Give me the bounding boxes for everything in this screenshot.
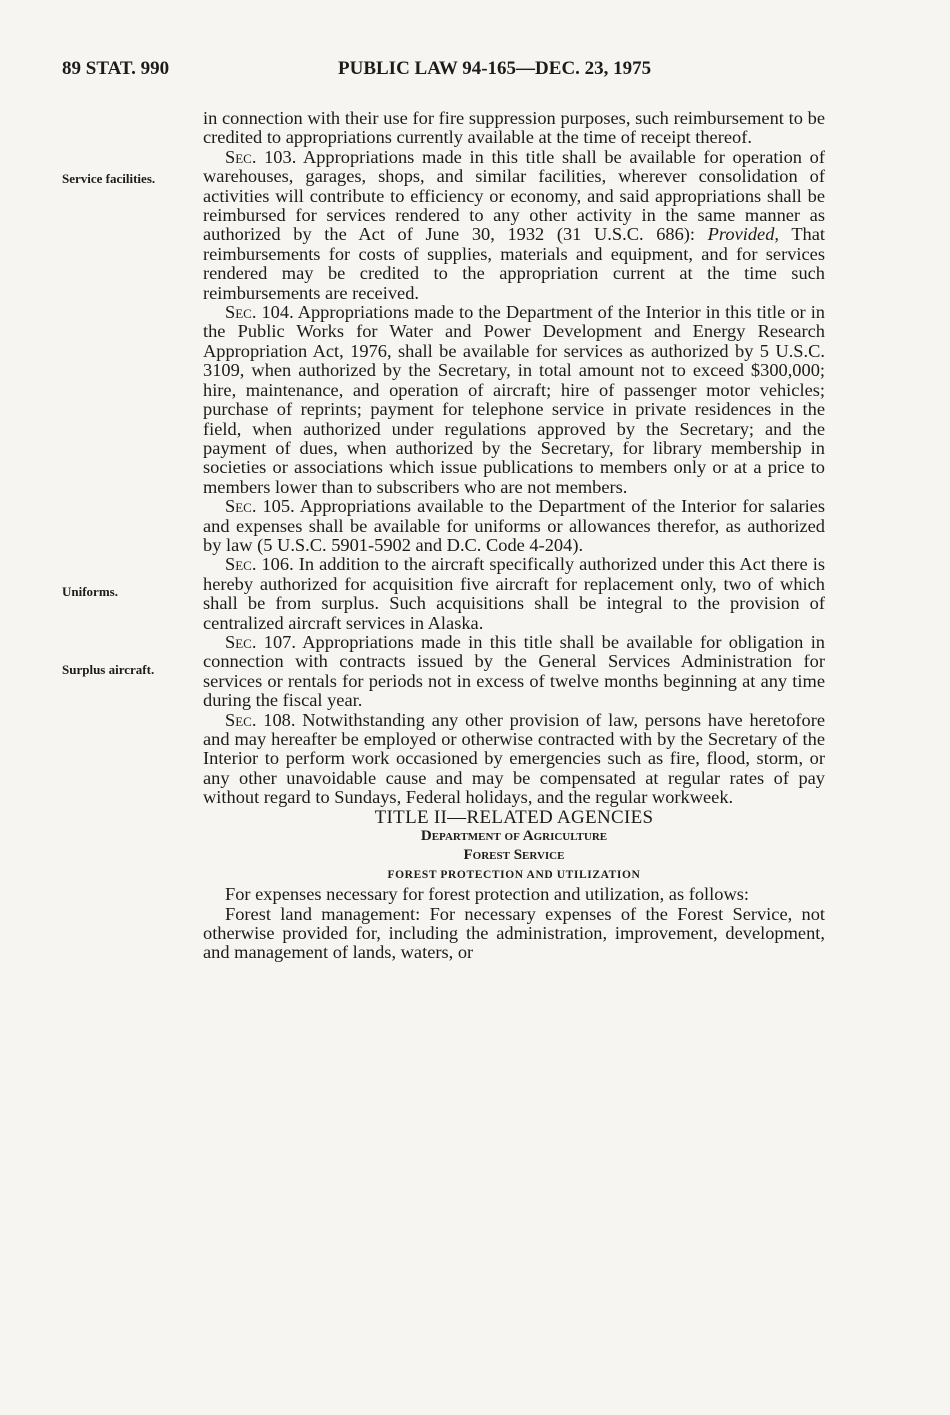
section-108	[203, 711, 825, 808]
paragraph-expenses: For expenses necessary for forest protection and utilization, as follows:	[225, 884, 749, 905]
margin-note-uniforms: Uniforms.	[62, 584, 118, 599]
section-text: That reimbursements for costs of supplies, materials and equipment, and for services rendered may be credited to the appropriation current at the time such reimbursements are received.	[203, 224, 826, 303]
section-text: Appropriations made in this title shall be available for obligation in connection with contracts issued by the General Services Administration for services or rentals for periods not in excess of twelve months beginning at any time during the fiscal year.	[203, 631, 826, 711]
section-text: Appropriations made to the Department of the Interior in this title or in the Public Works for Water and Power Development and Energy Research Appropriation Act, 1976, shall be available for services as authorized by 5 U.S.C. 3109, when authorized by the Secretary, in total amount not to exceed $300,000; hire, maintenance, and operation of aircraft; hire of passenger motor vehicles; purchase of reprints; payment for telephone service in private residences in the field, when authorized under regulations approved by the Secretary; and the payment of dues, when authorized by the Secretary, for library membership in societies or associations which issue publications to members only or at a price to members lower than to subscribers who are not members.	[203, 302, 825, 497]
section-105	[203, 497, 825, 555]
main-text	[203, 109, 825, 963]
title-heading: TITLE II—RELATED AGENCIES	[374, 806, 654, 828]
service-heading: Forest Service	[463, 847, 565, 864]
section-107	[203, 633, 825, 711]
section-label: Sec. 107.	[225, 631, 296, 652]
section-label: Sec. 103.	[225, 146, 297, 167]
paragraph-forest-land-management: Forest land management: For necessary expenses of the Forest Service, not otherwise provided for, including the administration, improvement, development, and management of lands, waters, or	[203, 903, 825, 963]
paragraph-continued: in connection with their use for fire suppression purposes, such reimbursement to be credited to appropriations currently available at the time of receipt thereof.	[203, 108, 825, 148]
subheading: FOREST PROTECTION AND UTILIZATION	[387, 868, 641, 881]
section-label: Sec. 104.	[225, 302, 294, 323]
section-label: Sec. 105.	[225, 496, 295, 517]
section-text: Appropriations made in this title shall be available for operation of warehouses, garages, shops, and similar facilities, wherever consolidation of activities will contribute to efficiency or economy, and said appropriations shall be reimbursed for services rendered to any other activity in the same manner as authorized by the Act of June 30, 1932 (31 U.S.C. 686):	[203, 146, 825, 245]
statute-page-number: 89 STAT. 990	[62, 58, 170, 79]
section-103	[203, 148, 825, 303]
section-label: Sec. 106.	[225, 554, 294, 575]
page-header	[62, 58, 827, 88]
department-heading: Department of Agriculture	[420, 828, 608, 845]
section-label: Sec. 108.	[225, 709, 296, 730]
section-104	[203, 303, 825, 497]
section-text: In addition to the aircraft specifically authorized under this Act there is hereby authorized for acquisition five aircraft for replacement only, two of which shall be from surplus. Such acquisitions shall be integral to the provision of centralized aircraft services in Alaska.	[203, 554, 825, 633]
running-head-title: PUBLIC LAW 94-165—DEC. 23, 1975	[338, 58, 652, 79]
section-text: Appropriations available to the Department of the Interior for salaries and expenses shall be available for uniforms or allowances therefor, as authorized by law (5 U.S.C. 5901-5902 and D.C. Code 4-204).	[203, 496, 825, 555]
margin-note-service-facilities: Service facilities.	[62, 171, 156, 186]
section-text: Notwithstanding any other provision of law, persons have heretofore and may hereafter be employed or otherwise contracted with by the Secretary of the Interior to perform work occasioned by emergencies such as fire, flood, storm, or any other unavoidable cause and may be compensated at regular rates of pay without regard to Sundays, Federal holidays, and the regular workweek.	[203, 709, 826, 808]
margin-note-surplus-aircraft: Surplus aircraft.	[62, 662, 155, 677]
section-106	[203, 555, 825, 633]
provided-term: Provided,	[707, 224, 779, 245]
